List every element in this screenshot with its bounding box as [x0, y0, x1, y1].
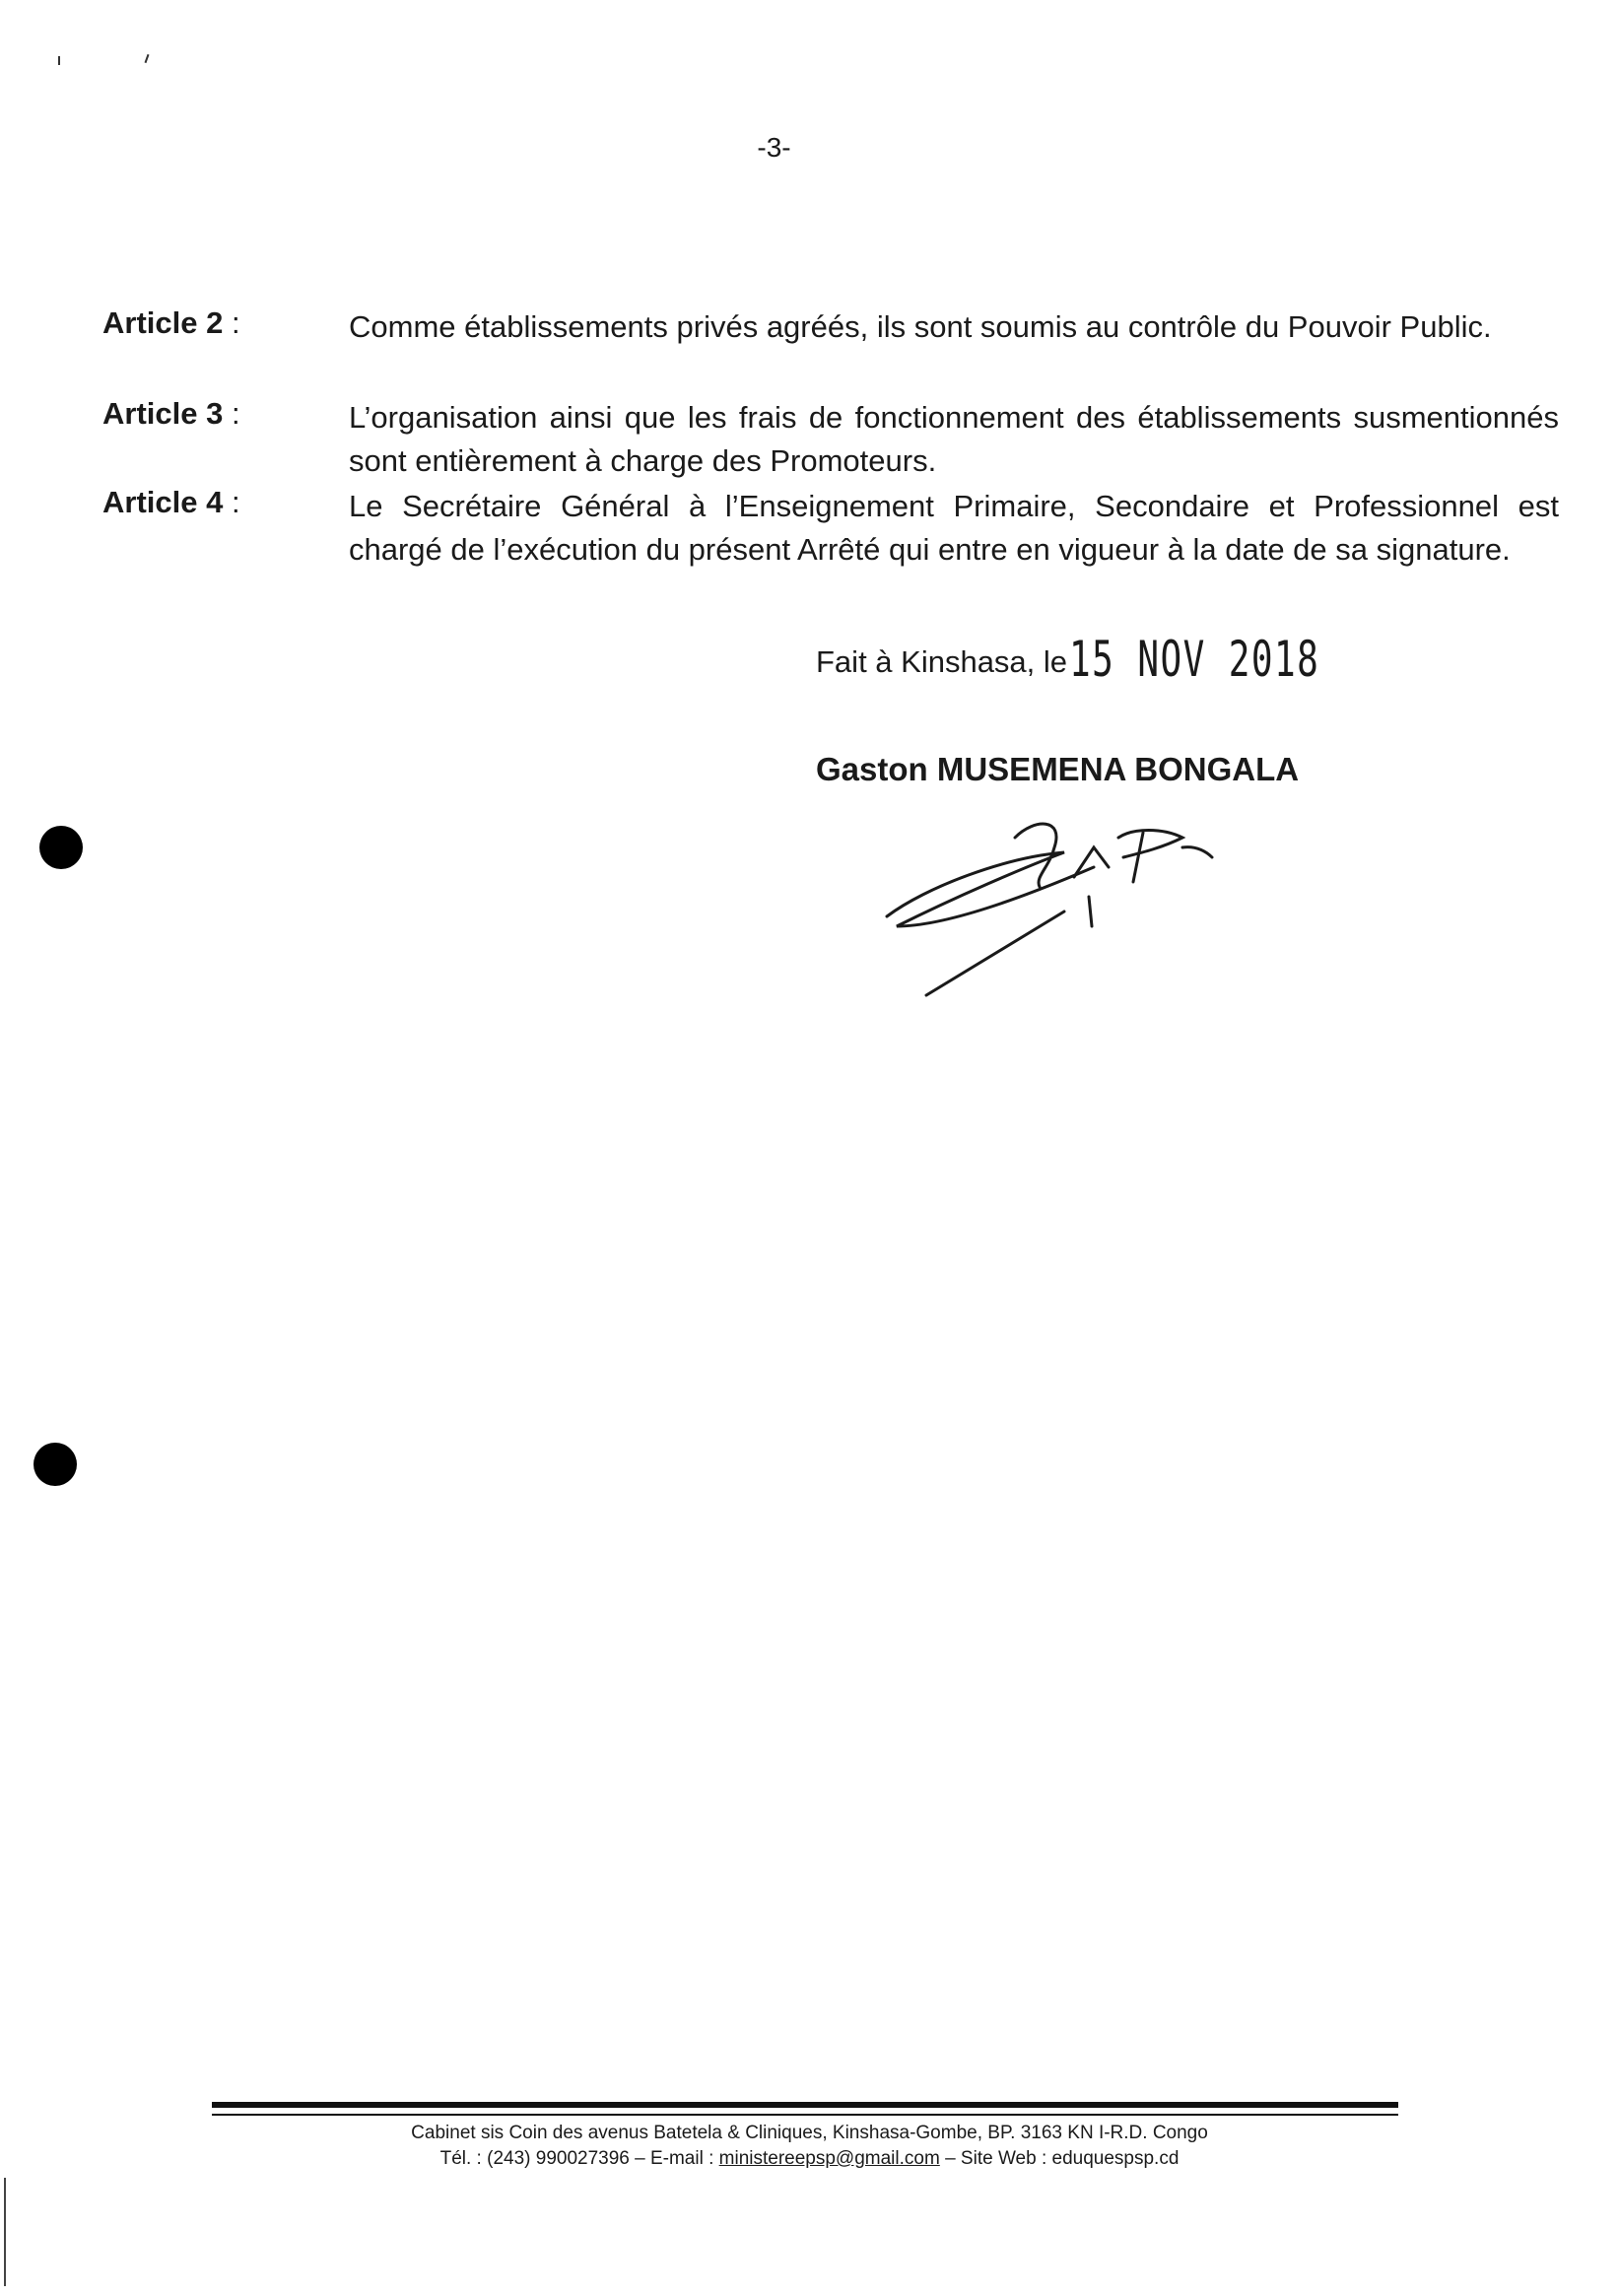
article-label-sep: : — [223, 396, 240, 431]
footer — [0, 2121, 1619, 2172]
scan-mark — [145, 54, 150, 63]
article-label-sep: : — [223, 305, 240, 340]
handwritten-signature — [867, 808, 1242, 1005]
footer-rule — [212, 2102, 1398, 2108]
article-label-text: Article 2 — [102, 305, 224, 340]
scan-edge — [4, 2178, 6, 2286]
place-text: Fait à Kinshasa, le — [816, 644, 1068, 679]
page-number: -3- — [757, 132, 791, 163]
footer-web: – Site Web : eduquespsp.cd — [939, 2148, 1180, 2169]
article-text: Le Secrétaire Général à l’Enseignement Primaire, Secondaire et Professionnel est chargé de l’exécution du présent Arrêté qui entre en vigueur à la date de sa signature. — [349, 489, 1559, 567]
signatory-name: Gaston MUSEMENA BONGALA — [816, 751, 1300, 787]
article-label — [102, 485, 349, 520]
footer-contact — [0, 2146, 1619, 2172]
article-label — [102, 396, 349, 432]
article-label-text: Article 4 — [102, 485, 224, 519]
footer-address: Cabinet sis Coin des avenus Batetela & Cliniques, Kinshasa-Gombe, BP. 3163 KN I-R.D. Congo — [411, 2123, 1208, 2143]
scan-mark — [58, 56, 60, 65]
article-text: L’organisation ainsi que les frais de fonctionnement des établissements susmentionnés sont entièrement à charge des Promoteurs. — [349, 400, 1559, 478]
footer-tel: Tél. : (243) 990027396 – E-mail : — [439, 2148, 719, 2169]
article-label — [102, 305, 349, 341]
date-stamp: 15 NOV 2018 — [1069, 631, 1320, 688]
footer-rule — [212, 2114, 1398, 2116]
footer-email-link[interactable]: ministereepsp@gmail.com — [718, 2148, 940, 2169]
place-and-date — [816, 631, 1417, 688]
article-text: Comme établissements privés agréés, ils sont soumis au contrôle du Pouvoir Public. — [349, 309, 1492, 344]
article-label-sep: : — [223, 485, 240, 519]
punch-hole — [34, 1443, 77, 1486]
punch-hole — [39, 826, 83, 869]
article-label-text: Article 3 — [102, 396, 224, 431]
